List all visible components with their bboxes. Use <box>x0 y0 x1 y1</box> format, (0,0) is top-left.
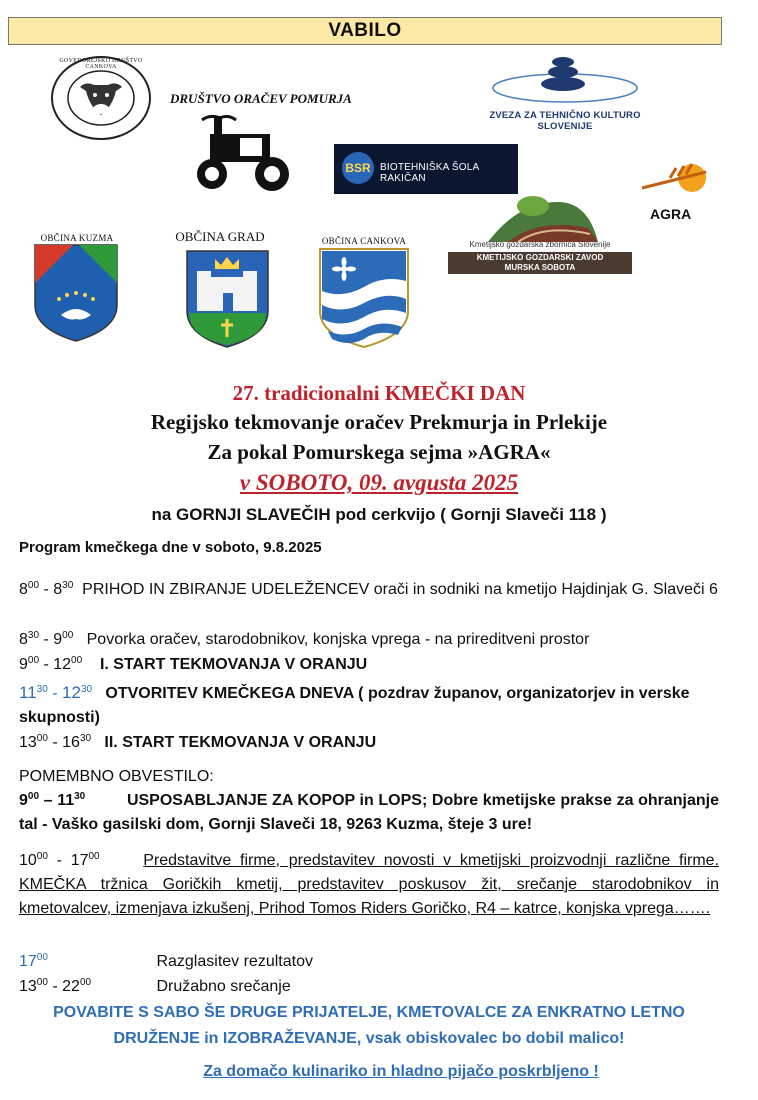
afternoon-item: $10^{00} - 17^{00}$ Predstavitve firme, predstavitev novosti v kmetijski proizvodnji različne firme. KMEČKA tržnica Goričkih kmetij, predstavitev poskusov žit, srečanje starodobnikov in kmetovalcev, izmenjava izkušenj, Prihod Tomos Riders Goričko, R4 – katrce, konjska vprega……. <box>19 851 719 917</box>
item-text: II. START TEKMOVANJA V ORANJU <box>104 734 377 751</box>
headline-line2: Regijsko tekmovanje oračev Prekmurja in Prlekije <box>150 410 608 434</box>
footer-line1: POVABITE S SABO ŠE DRUGE PRIJATELJE, KMETOVALCE ZA ENKRATNO LETNO <box>53 1004 685 1021</box>
program-item-3: $9^{00} - 12^{00}$ I. START TEKMOVANJA V ORANJU <box>19 655 368 673</box>
footer-line2: DRUŽENJE in IZOBRAŽEVANJE, vsak obiskovalec bo dobil malico! <box>113 1030 625 1047</box>
notice-title: POMEMBNO OBVESTILO: <box>19 768 214 785</box>
headline-date: v SOBOTO, 09. avgusta 2025 <box>239 470 519 495</box>
wheat-icon <box>640 158 712 202</box>
kgz-line2: MURSKA SOBOTA <box>504 263 576 272</box>
time-start: 8 <box>19 581 28 598</box>
logo-zveza <box>470 44 660 132</box>
headline-line1: 27. tradicionalni KMEČKI DAN <box>232 381 526 405</box>
bsr-name: BIOTEHNIŠKA ŠOLA RAKIČAN <box>380 162 479 184</box>
zveza-name: ZVEZA ZA TEHNIČNO KULTURO SLOVENIJE <box>489 110 641 132</box>
logo-agra <box>640 158 712 228</box>
item-text: OTVORITEV KMEČKEGA DNEVA ( pozdrav županov, organizatorjev in verske skupnosti) <box>19 685 690 726</box>
obcina-kuzma-name: OBČINA KUZMA <box>40 233 114 243</box>
obcina-cankova-name: OBČINA CANKOVA <box>321 236 407 246</box>
stones-icon <box>470 44 660 108</box>
social-item: $13^{00} - 22^{00}$ Družabno srečanje <box>19 977 291 995</box>
kgz-line1: KMETIJSKO GOZDARSKI ZAVOD <box>476 253 604 262</box>
header-title: VABILO <box>8 17 722 45</box>
agra-name: AGRA <box>650 206 692 222</box>
grad-coat-of-arms-icon <box>185 249 270 349</box>
obcina-grad-name: OBČINA GRAD <box>175 229 265 244</box>
kgz-top: Kmetijsko gozdarska zbornica Slovenije <box>469 240 611 249</box>
logo-bsr <box>334 144 518 194</box>
drustvo-oracev-name: DRUŠTVO ORAČEV POMURJA <box>170 91 352 106</box>
item-text: I. START TEKMOVANJA V ORANJU <box>99 656 368 673</box>
program-title: Program kmečkega dne v soboto, 9.8.2025 <box>19 539 322 556</box>
kuzma-coat-of-arms-icon <box>33 243 119 343</box>
program-item-1: $8^{00} - 8^{30}$ PRIHOD IN ZBIRANJE UDELEŽENCEV orači in sodniki na kmetijo Hajdinjak G. Slaveči 6 <box>19 580 718 598</box>
item-text: PRIHOD IN ZBIRANJE UDELEŽENCEV orači in sodniki na kmetijo Hajdinjak G. Slaveči 6 <box>82 581 718 598</box>
bsr-badge: BSR <box>342 152 374 184</box>
item-text: Povorka oračev, starodobnikov, konjska vprega - na prireditveni prostor <box>86 631 590 648</box>
cankova-coat-of-arms-icon <box>318 247 410 349</box>
results-text: Razglasitev rezultatov <box>156 953 313 970</box>
notice-item: $9^{00} - 11^{30}$ USPOSABLJANJE ZA KOPOP in LOPS; Dobre kmetijske prakse za ohranjanje tal - Vaško gasilski dom, Gornji Slaveči 18, 9263 Kuzma, šteje 3 ure! <box>19 791 720 833</box>
program-item-5: $13^{00} - 16^{30}$ II. START TEKMOVANJA V ORANJU <box>19 733 377 751</box>
field-hill-icon <box>448 192 632 242</box>
headline-location: na GORNJI SLAVEČIH pod cerkvijo ( Gornji Slaveči 118 ) <box>151 505 607 524</box>
social-text: Družabno srečanje <box>156 978 291 995</box>
govedorejsko-ring-text: GOVEDOREJSKO DRUŠTVO CANKOVA <box>59 58 143 70</box>
headline-line3: Za pokal Pomurskega sejma »AGRA« <box>207 440 551 464</box>
kgz-band <box>448 252 632 274</box>
program-item-4: $11^{30} - 12^{30}$ OTVORITEV KMEČKEGA DNEVA ( pozdrav županov, organizatorjev in verske skupnosti) <box>19 683 690 726</box>
tractor-icon <box>192 112 297 192</box>
footer-line3: Za domačo kulinariko in hladno pijačo poskrbljeno ! <box>203 1063 599 1080</box>
results-item: $17^{00}$ Razglasitev rezultatov <box>19 952 313 970</box>
logo-govedorejsko <box>50 55 152 141</box>
notice-text: USPOSABLJANJE ZA KOPOP in LOPS; Dobre kmetijske prakse za ohranjanje tal - Vaško gasilski dom, Gornji Slaveči 18, 9263 Kuzma, šteje 3 ure! <box>19 792 720 833</box>
logo-kgz <box>448 192 632 276</box>
program-item-2: $8^{30} - 9^{00}$ Povorka oračev, starodobnikov, konjska vprega - na prireditveni prostor <box>19 630 590 648</box>
afternoon-text: Predstavitve firme, predstavitev novosti v kmetijski proizvodnji različne firme. KMEČKA tržnica Goričkih kmetij, predstavitev poskusov žit, srečanje starodobnikov in kmetovalcev, izmenjava izkušenj, Prihod Tomos Riders Goričko, R4 – katrce, konjska vprega……. <box>19 852 719 917</box>
